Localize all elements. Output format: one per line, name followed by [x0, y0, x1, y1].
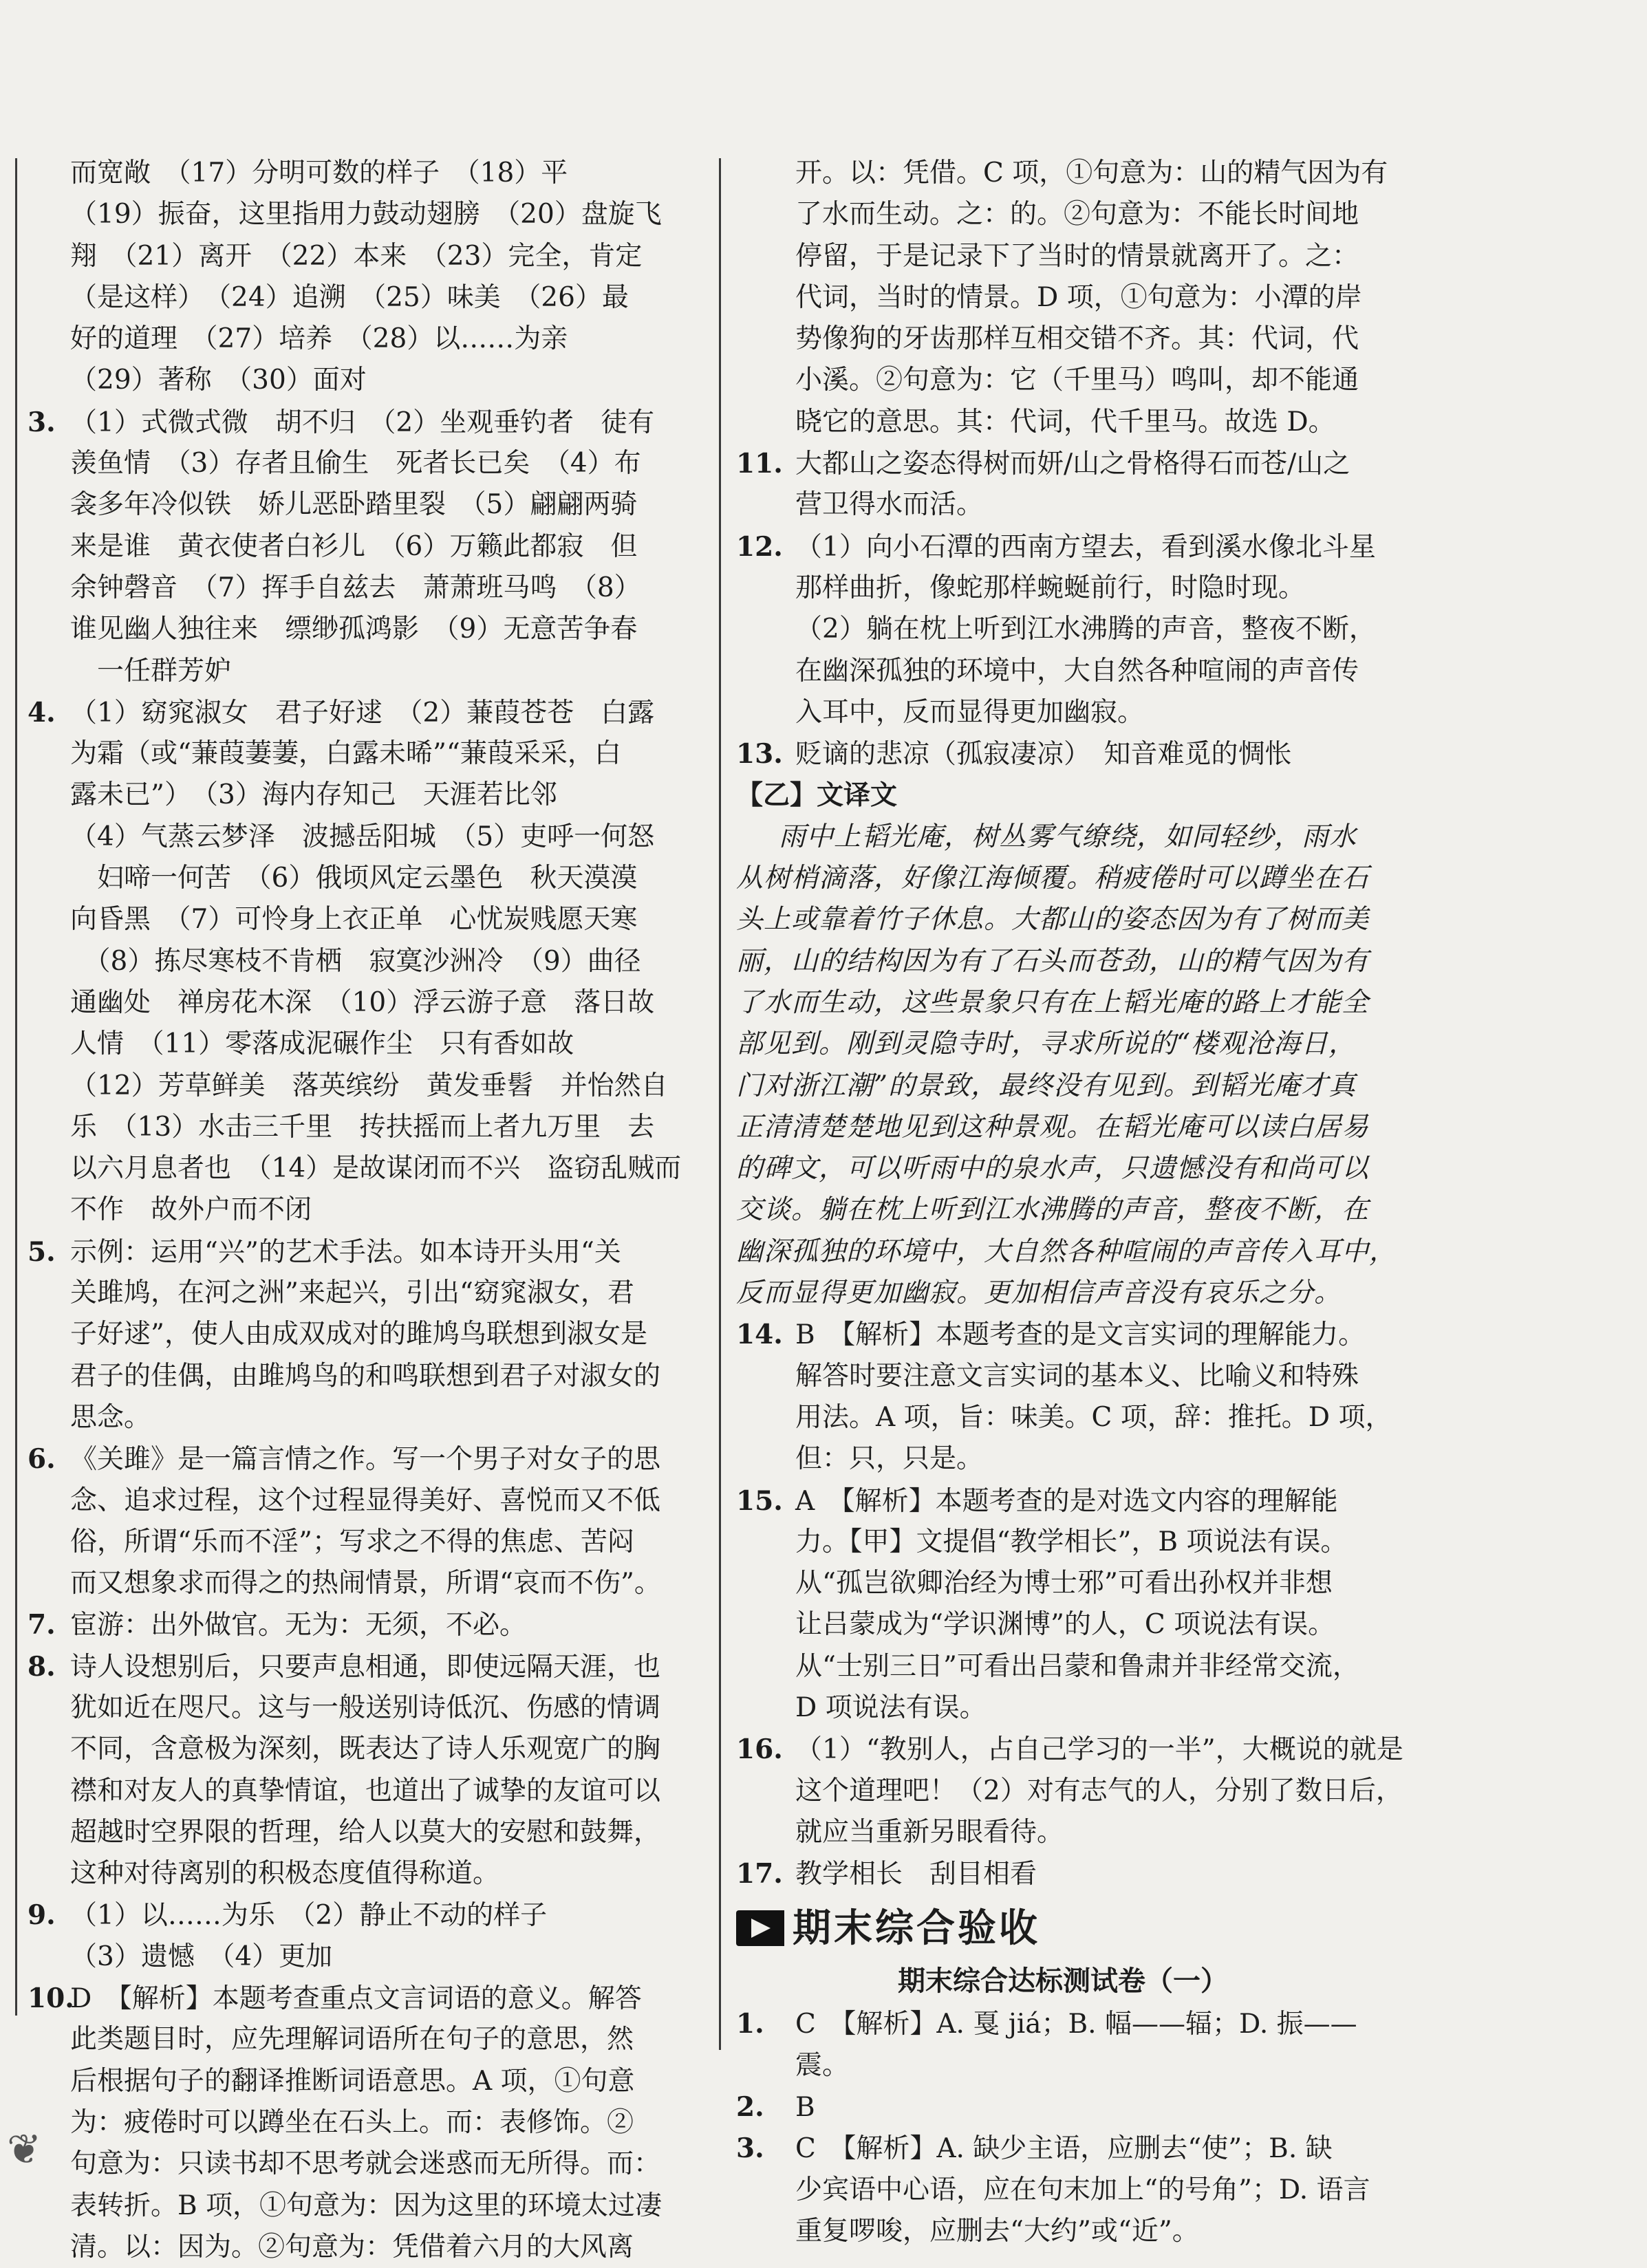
text-line — [736, 899, 1390, 940]
line-text: 从“士别三日”可看出吕蒙和鲁肃并非经常交流， — [795, 1650, 1359, 1682]
right-column — [736, 153, 1403, 2252]
text-line — [736, 1107, 1390, 1148]
text-line — [28, 402, 702, 443]
question-number: 10. — [28, 1983, 74, 2015]
test-title: 期末综合达标测试卷（一） — [898, 1965, 1228, 1998]
line-text: （8）拣尽寒枝不肯栖 寂寞沙洲冷 （9）曲径 — [70, 945, 641, 977]
text-line — [736, 1687, 1390, 1729]
line-text: 乐 （13）水击三千里 抟扶摇而上者九万里 去 — [70, 1111, 655, 1143]
text-line — [28, 1107, 702, 1148]
line-text: 余钟磬音 （7）挥手自兹去 萧萧班马鸣 （8） — [70, 572, 641, 603]
line-text: 君子的佳偶，由雎鸠鸟的和鸣联想到君子对淑女的 — [70, 1360, 661, 1392]
text-line — [736, 1438, 1390, 1480]
line-text: 不同，含意极为深刻，既表达了诗人乐观宽广的胸 — [70, 1734, 661, 1765]
line-text: B 【解析】本题考查的是文言实词的理解能力。 — [795, 1319, 1366, 1351]
line-text: （1）窈窕淑女 君子好逑 （2）蒹葭苍苍 白露 — [70, 697, 655, 728]
question-number: 17. — [736, 1858, 783, 1890]
test-answers — [736, 2003, 1390, 2252]
line-text: 句意为：只读书却不思考就会迷惑而无所得。而： — [70, 2148, 661, 2180]
line-text: 思念。 — [70, 1401, 151, 1433]
text-line — [736, 2211, 1390, 2252]
line-text: A 【解析】本题考查的是对选文内容的理解能 — [795, 1485, 1338, 1517]
line-text: 力。【甲】文提倡“教学相长”，B 项说法有误。 — [795, 1526, 1348, 1557]
corner-ornament-icon: ❦ — [7, 2126, 42, 2174]
line-text: 小溪。②句意为：它（千里马）鸣叫，却不能通 — [795, 365, 1359, 396]
line-text: 表转折。B 项，①句意为：因为这里的环境太过凄 — [70, 2190, 663, 2221]
line-text: 人情 （11）零落成泥碾作尘 只有香如故 — [70, 1028, 574, 1060]
text-line — [736, 1314, 1390, 1355]
text-line — [736, 1231, 1397, 1273]
line-text: 正清清楚楚地见到这种景观。在韬光庵可以读白居易 — [736, 1111, 1370, 1143]
line-text: 以六月息者也 （14）是故谋闭而不兴 盗窃乱贼而 — [70, 1153, 682, 1185]
line-text: 营卫得水而活。 — [795, 489, 984, 521]
line-text: 而又想象求而得之的热闹情景，所谓“哀而不伤”。 — [70, 1568, 661, 1599]
text-line — [28, 1563, 702, 1604]
text-line — [736, 1066, 1390, 1107]
line-text: 俗，所谓“乐而不淫”；写求之不得的焦虑、苦闷 — [70, 1526, 634, 1557]
text-line — [736, 941, 1390, 982]
line-text: D 【解析】本题考查重点文言词语的意义。解答 — [70, 1983, 642, 2015]
text-line — [28, 1480, 702, 1522]
line-text: 念、追求过程，这个过程显得美好、喜悦而又不低 — [70, 1484, 661, 1516]
line-text: 部见到。刚到灵隐寺时，寻求所说的“楼观沧海日， — [736, 1028, 1356, 1060]
line-text: 清。以：因为。②句意为：凭借着六月的大风离 — [70, 2231, 634, 2262]
line-text: 震。 — [795, 2049, 850, 2081]
line-text: 一任群芳妒 — [70, 655, 232, 687]
line-text: 关雎鸠，在河之洲”来起兴，引出“窈窕淑女，君 — [70, 1277, 634, 1309]
line-text: 解答时要注意文言实词的基本义、比喻义和特殊 — [795, 1360, 1359, 1392]
text-line — [736, 982, 1390, 1024]
line-text: （1）向小石潭的西南方望去，看到溪水像北斗星 — [795, 531, 1376, 563]
line-text: 来是谁 黄衣使者白衫儿 （6）万籁此都寂 但 — [70, 530, 638, 562]
text-line — [736, 1853, 1390, 1894]
text-line — [28, 2019, 702, 2060]
line-text: B — [795, 2092, 815, 2124]
line-text: （1）式微式微 胡不归 （2）坐观垂钓者 徒有 — [70, 407, 655, 438]
text-line — [736, 1646, 1390, 1687]
line-text: 丽，山的结构因为有了石头而苍劲，山的精气因为有 — [736, 945, 1370, 977]
text-line — [28, 1646, 702, 1687]
text-line — [28, 1853, 702, 1894]
text-line — [28, 194, 702, 235]
text-line — [28, 443, 702, 484]
question-number: 4. — [28, 696, 56, 728]
line-text: 从“孤岂欲卿治经为博士邪”可看出孙权并非想 — [795, 1568, 1333, 1599]
text-line — [736, 651, 1390, 692]
line-text: 门对浙江潮”的景致，最终没有见到。到韬光庵才真 — [736, 1070, 1356, 1101]
line-text: 此类题目时，应先理解词语所在句子的意思，然 — [70, 2024, 634, 2055]
text-line — [28, 484, 702, 526]
question-number: 6. — [28, 1443, 56, 1476]
text-line — [28, 1812, 702, 1853]
line-text: 幽深孤独的环境中，大自然各种喧闹的声音传入耳中， — [736, 1235, 1397, 1267]
line-text: 从树梢滴落，好像江海倾覆。稍疲倦时可以蹲坐在石 — [736, 863, 1370, 894]
text-line — [736, 858, 1390, 899]
line-text: 的碑文，可以听雨中的泉水声，只遗憾没有和尚可以 — [736, 1153, 1370, 1185]
column-divider — [719, 158, 721, 2050]
banner-arrow-icon — [736, 1910, 784, 1946]
line-text: （1）以……为乐 （2）静止不动的样子 — [70, 1900, 548, 1932]
text-line — [736, 277, 1390, 318]
line-text: （是这样） （24）追溯 （25）味美 （26）最 — [70, 281, 629, 313]
text-line — [736, 609, 1390, 650]
text-line — [28, 360, 702, 401]
line-text: 后根据句子的翻译推断词语意思。A 项，①句意 — [70, 2065, 635, 2097]
text-line — [28, 277, 702, 318]
text-line — [28, 733, 702, 775]
line-text: 【乙】文译文 — [736, 779, 898, 812]
line-text: 《关雎》是一篇言情之作。写一个男子对女子的思 — [70, 1444, 661, 1476]
line-text: 那样曲折，像蛇那样蜿蜒前行，时隐时现。 — [795, 572, 1306, 603]
line-text: 但：只，只是。 — [795, 1443, 984, 1475]
line-text: （4）气蒸云梦泽 波撼岳阳城 （5）吏呼一何怒 — [70, 821, 655, 852]
text-line — [736, 1729, 1403, 1770]
text-line — [28, 775, 702, 816]
line-text: 为霜（或“蒹葭萋萋，白露未晞”“蒹葭采采，白 — [70, 738, 621, 770]
text-line — [736, 1522, 1390, 1563]
line-text: 示例：运用“兴”的艺术手法。如本诗开头用“关 — [70, 1236, 621, 1268]
text-line — [28, 899, 702, 940]
text-line — [28, 1231, 702, 1273]
text-line — [736, 318, 1390, 360]
line-text: 羡鱼情 （3）存者且偷生 死者长已矣 （4）布 — [70, 448, 641, 479]
line-text: 反而显得更加幽寂。更加相信声音没有哀乐之分。 — [736, 1277, 1342, 1309]
text-line — [736, 1604, 1390, 1645]
line-text: 向昏黑 （7）可怜身上衣正单 心忧炭贱愿天寒 — [70, 904, 638, 936]
text-line — [736, 360, 1390, 401]
text-line — [736, 692, 1390, 733]
line-text: 超越时空界限的哲理，给人以莫大的安慰和鼓舞， — [70, 1816, 661, 1848]
text-line — [28, 609, 702, 650]
question-number: 15. — [736, 1484, 783, 1517]
line-text: 交谈。躺在枕上听到江水沸腾的声音，整夜不断，在 — [736, 1194, 1370, 1226]
line-text: 露未已”） （3）海内存知己 天涯若比邻 — [70, 779, 557, 811]
line-text: 在幽深孤独的环境中，大自然各种喧闹的声音传 — [795, 655, 1359, 687]
text-line — [28, 1978, 702, 2019]
line-text: 开。以：凭借。C 项，①句意为：山的精气因为有 — [795, 158, 1388, 188]
line-text: （12）芳草鲜美 落英缤纷 黄发垂髫 并怡然自 — [70, 1070, 668, 1101]
text-line — [28, 2102, 702, 2143]
line-text: 妇啼一何苦 （6）俄顷风定云墨色 秋天漠漠 — [70, 863, 638, 894]
line-text: （19）振奋，这里指用力鼓动翅膀 （20）盘旋飞 — [70, 199, 662, 230]
text-line — [28, 153, 702, 194]
text-line — [28, 1687, 702, 1729]
line-text: （29）著称 （30）面对 — [70, 365, 367, 396]
text-line — [28, 1936, 702, 1978]
text-line — [28, 1148, 702, 1189]
text-line — [28, 817, 702, 858]
question-number: 7. — [28, 1609, 56, 1641]
line-text: 让吕蒙成为“学识渊博”的人，C 项说法有误。 — [795, 1609, 1335, 1641]
line-text: 好的道理 （27）培养 （28）以……为亲 — [70, 323, 568, 355]
line-text: 诗人设想别后，只要声息相通，即使远隔天涯，也 — [70, 1651, 661, 1683]
text-line — [28, 526, 702, 568]
line-text: 少宾语中心语，应在句末加上“的号角”；D. 语言 — [795, 2174, 1370, 2205]
line-text: 谁见幽人独往来 缥缈孤鸿影 （9）无意苦争春 — [70, 614, 638, 645]
text-line — [736, 733, 1390, 775]
text-line — [736, 1356, 1390, 1397]
text-line — [736, 568, 1390, 609]
text-line — [28, 1066, 702, 1107]
text-line — [28, 318, 702, 360]
line-text: 停留，于是记录下了当时的情景就离开了。之： — [795, 240, 1359, 272]
line-text: 头上或靠着竹子休息。大都山的姿态因为有了树而美 — [736, 904, 1370, 936]
text-line — [28, 1729, 702, 1770]
line-text: （1）“教别人，占自己学习的一半”，大概说的就是 — [795, 1734, 1403, 1766]
question-number: 1. — [736, 2008, 764, 2040]
text-line — [736, 1189, 1390, 1231]
text-line — [28, 941, 702, 982]
text-line — [736, 1148, 1390, 1189]
line-text: 翔 （21）离开 （22）本来 （23）完全，肯定 — [70, 240, 643, 272]
text-line — [736, 194, 1390, 235]
question-number: 3. — [28, 406, 56, 438]
text-line — [736, 443, 1390, 484]
question-number: 2. — [736, 2091, 764, 2124]
line-text: （2）躺在枕上听到江水沸腾的声音，整夜不断， — [795, 614, 1376, 645]
text-line — [28, 692, 702, 733]
text-line — [736, 1024, 1390, 1065]
text-line — [736, 1480, 1390, 1522]
line-text: 入耳中，反而显得更加幽寂。 — [795, 696, 1145, 728]
question-number: 14. — [736, 1319, 783, 1351]
left-rule — [15, 158, 17, 2016]
text-line — [28, 858, 702, 899]
text-line — [736, 2128, 1390, 2169]
line-text: 了水而生动。之：的。②句意为：不能长时间地 — [795, 199, 1359, 230]
text-line — [28, 1894, 702, 1936]
right-answers-continued — [736, 153, 1403, 1894]
line-text: 宦游：出外做官。无为：无须，不必。 — [70, 1610, 527, 1641]
text-line — [28, 1438, 702, 1480]
text-line — [736, 1812, 1390, 1853]
text-line — [28, 651, 702, 692]
line-text: C 【解析】A. 戛 jiá；B. 幅——辐；D. 振—— — [795, 2009, 1357, 2040]
text-line — [28, 1397, 702, 1438]
line-text: 子好逑”，使人由成双成对的雎鸠鸟联想到淑女是 — [70, 1319, 647, 1350]
text-line — [28, 2143, 702, 2185]
question-number: 9. — [28, 1899, 56, 1932]
text-line — [736, 2086, 1390, 2128]
text-line — [736, 2003, 1390, 2044]
text-line — [28, 1314, 702, 1355]
text-line — [736, 775, 1390, 816]
line-text: 通幽处 禅房花木深 （10）浮云游子意 落日故 — [70, 986, 655, 1018]
question-number: 13. — [736, 738, 783, 770]
question-number: 5. — [28, 1235, 56, 1268]
text-line — [736, 526, 1390, 568]
question-number: 11. — [736, 448, 783, 480]
line-text: C 【解析】A. 缺少主语，应删去“使”；B. 缺 — [795, 2133, 1333, 2165]
line-text: 犹如近在咫尺。这与一般送别诗低沉、伤感的情调 — [70, 1692, 661, 1723]
text-line — [736, 236, 1390, 277]
line-text: 不作 故外户而不闭 — [70, 1194, 312, 1226]
line-text: 代词，当时的情景。D 项，①句意为：小潭的岸 — [795, 281, 1362, 313]
line-text: 大都山之姿态得树而妍/山之骨格得石而苍/山之 — [795, 449, 1350, 480]
line-text: 这个道理吧！（2）对有志气的人，分别了数日后， — [795, 1775, 1403, 1806]
text-line — [28, 1522, 702, 1563]
line-text: 了水而生动，这些景象只有在上韬光庵的路上才能全 — [736, 986, 1370, 1018]
line-text: D 项说法有误。 — [795, 1692, 987, 1723]
line-text: 为：疲倦时可以蹲坐在石头上。而：表修饰。② — [70, 2106, 634, 2138]
question-number: 12. — [736, 530, 783, 563]
text-line — [28, 2185, 702, 2227]
text-line — [28, 982, 702, 1024]
left-column — [28, 153, 702, 2268]
text-line — [28, 2061, 702, 2102]
text-line — [736, 1273, 1390, 1314]
text-line — [736, 1563, 1390, 1604]
text-line — [28, 1771, 702, 1812]
text-line — [28, 568, 702, 609]
line-text: 用法。A 项，旨：味美。C 项，辞：推托。D 项， — [795, 1401, 1392, 1433]
text-line — [736, 817, 1390, 858]
text-line — [736, 2170, 1390, 2211]
section-banner — [736, 1901, 1390, 1955]
text-line — [736, 1771, 1403, 1812]
line-text: 贬谪的悲凉（孤寂凄凉） 知音难觅的惆怅 — [795, 739, 1292, 770]
text-line — [28, 1189, 702, 1231]
line-text: 重复啰唆，应删去“大约”或“近”。 — [795, 2215, 1199, 2247]
section-title: 期末综合验收 — [793, 1905, 1040, 1952]
line-text: （3）遗憾 （4）更加 — [70, 1941, 333, 1972]
text-line — [28, 2227, 702, 2268]
text-line — [736, 153, 1390, 194]
line-text: 衾多年冷似铁 娇儿恶卧踏里裂 （5）翩翩两骑 — [70, 489, 638, 521]
line-text: 教学相长 刮目相看 — [795, 1859, 1037, 1890]
text-line — [736, 2045, 1390, 2086]
line-text: 而宽敞 （17）分明可数的样子 （18）平 — [70, 158, 568, 188]
line-text: 这种对待离别的积极态度值得称道。 — [70, 1858, 500, 1890]
line-text: 就应当重新另眼看待。 — [795, 1816, 1064, 1848]
text-line — [736, 402, 1390, 443]
text-line — [28, 1024, 702, 1065]
line-text: 晓它的意思。其：代词，代千里马。故选 D。 — [795, 406, 1335, 438]
text-line — [28, 1604, 702, 1645]
question-number: 8. — [28, 1650, 56, 1683]
question-number: 16. — [736, 1734, 783, 1766]
text-line — [28, 236, 702, 277]
text-line — [28, 1356, 702, 1397]
question-number: 3. — [736, 2132, 764, 2165]
line-text: 襟和对友人的真挚情谊，也道出了诚挚的友谊可以 — [70, 1775, 661, 1806]
line-text: 势像狗的牙齿那样互相交错不齐。其：代词，代 — [795, 323, 1359, 355]
text-line — [736, 1397, 1390, 1438]
text-line — [736, 484, 1390, 526]
text-line — [28, 1273, 702, 1314]
line-text: 雨中上韬光庵，树丛雾气缭绕，如同轻纱，雨水 — [779, 821, 1357, 852]
